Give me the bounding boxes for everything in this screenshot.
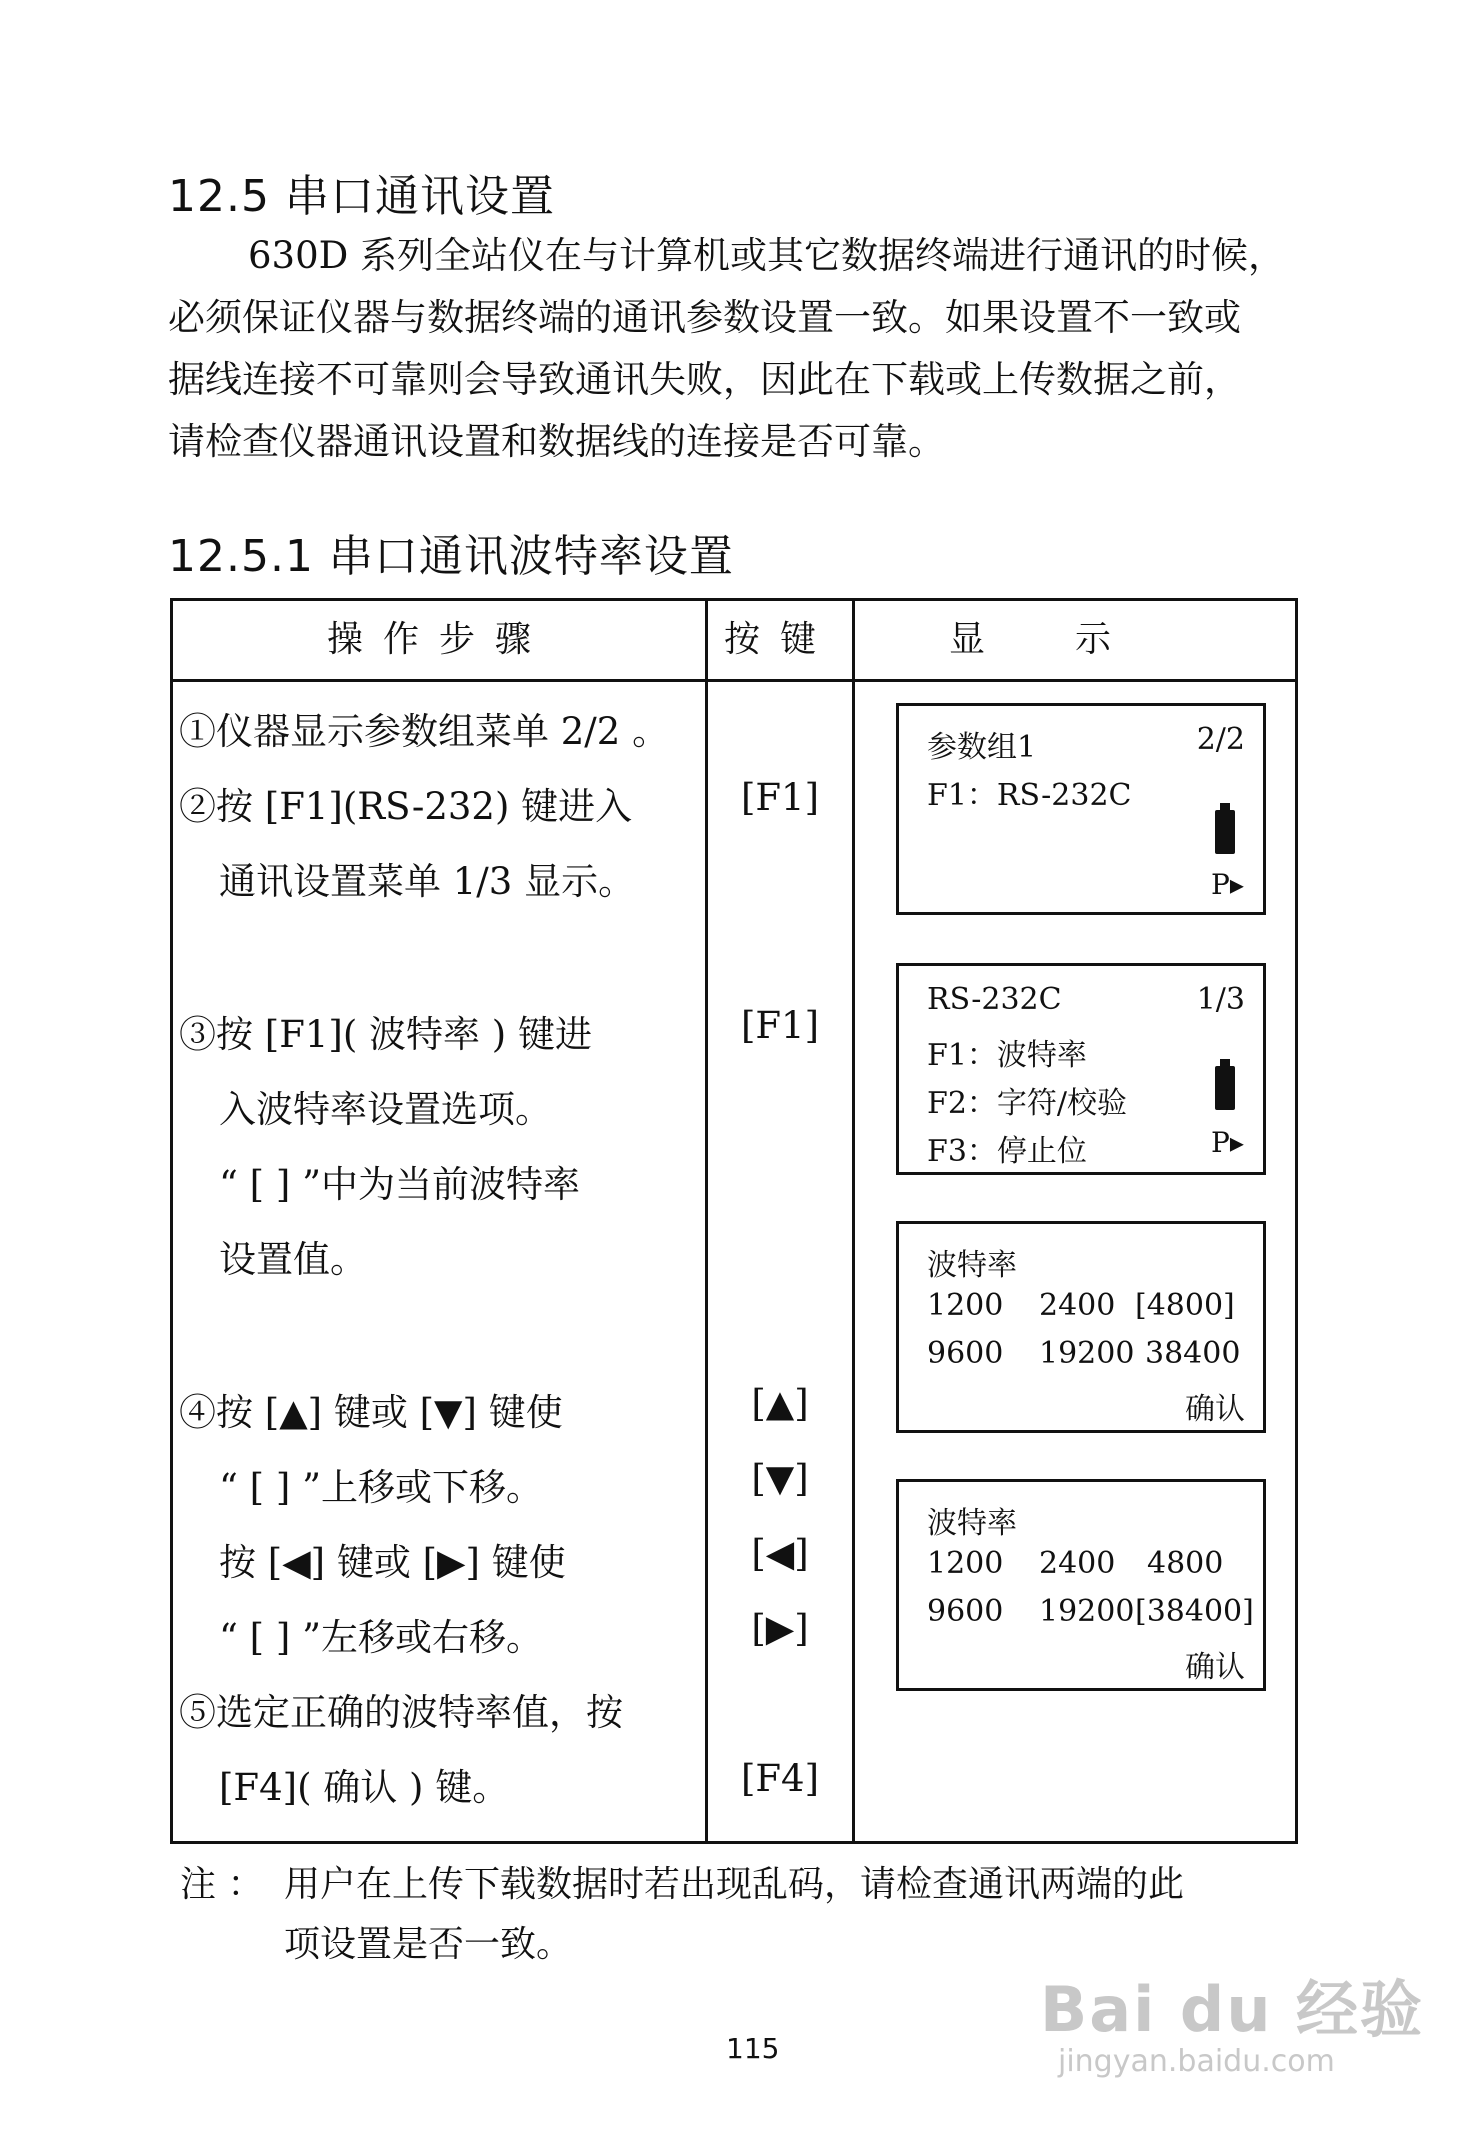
step-line: “ [ ] ”上移或下移。 xyxy=(219,1466,543,1509)
note-line-1: 用户在上传下载数据时若出现乱码，请检查通讯两端的此 xyxy=(284,1864,1185,1905)
step-line: 按 [◀] 键或 [▶] 键使 xyxy=(219,1541,566,1584)
step-line: 入波特率设置选项。 xyxy=(219,1088,552,1131)
section-title: 12.5 串口通讯设置 xyxy=(168,171,555,222)
step-line: ④按 [▲] 键或 [▼] 键使 xyxy=(179,1391,563,1434)
lcd-screen-rs232c xyxy=(896,963,1266,1175)
intro-line-4: 请检查仪器通讯设置和数据线的连接是否可靠。 xyxy=(168,420,945,463)
lcd-line: F1：波特率 xyxy=(927,1038,1087,1073)
step-line: “ [ ] ”左移或右移。 xyxy=(219,1616,543,1659)
key-label: [◀] xyxy=(751,1532,809,1575)
confirm-softkey: 确认 xyxy=(1185,1392,1245,1427)
lcd-page: 2/2 xyxy=(1196,722,1245,757)
watermark-logo: Bai du 经验 xyxy=(1040,1973,1425,2046)
step-line: ③按 [F1]( 波特率 ) 键进 xyxy=(179,1013,592,1056)
lcd-title: 参数组1 xyxy=(927,730,1037,765)
key-label: [F1] xyxy=(740,1004,820,1047)
baud-option: 1200 xyxy=(927,1288,1004,1323)
lcd-line: F1：RS-232C xyxy=(927,778,1132,813)
lcd-page: 1/3 xyxy=(1196,982,1245,1017)
baud-option: 1200 xyxy=(927,1546,1004,1581)
subsection-title: 12.5.1 串口通讯波特率设置 xyxy=(168,531,734,582)
baud-option: 4800 xyxy=(1147,1546,1224,1581)
baud-option-selected: [4800] xyxy=(1135,1288,1235,1323)
watermark-url: jingyan.baidu.com xyxy=(1058,2044,1335,2079)
lcd-screen-param-group xyxy=(896,703,1266,915)
baud-option: 2400 xyxy=(1039,1546,1116,1581)
battery-icon xyxy=(1215,1066,1235,1110)
page-arrow-icon: P▸ xyxy=(1211,868,1244,901)
step-line: “ [ ] ”中为当前波特率 xyxy=(219,1163,580,1206)
intro-line-3: 据线连接不可靠则会导致通讯失败，因此在下载或上传数据之前， xyxy=(168,358,1241,401)
baud-option: 2400 xyxy=(1039,1288,1116,1323)
baud-option: 38400 xyxy=(1145,1336,1241,1371)
baud-option: 19200 xyxy=(1039,1336,1135,1371)
key-label: [▶] xyxy=(751,1607,809,1650)
step-line: ①仪器显示参数组菜单 2/2 。 xyxy=(179,710,670,753)
note-line-2: 项设置是否一致。 xyxy=(284,1924,573,1965)
lcd-title: 波特率 xyxy=(927,1248,1017,1283)
key-label: [▲] xyxy=(751,1382,809,1425)
baud-option: 9600 xyxy=(927,1336,1004,1371)
step-line: [F4]( 确认 ) 键。 xyxy=(219,1766,510,1809)
step-line: ②按 [F1](RS-232) 键进入 xyxy=(179,785,633,828)
intro-line-1: 630D 系列全站仪在与计算机或其它数据终端进行通讯的时候， xyxy=(248,234,1286,277)
step-line: 设置值。 xyxy=(219,1238,367,1281)
baud-option-selected: [38400] xyxy=(1135,1594,1254,1629)
intro-paragraph xyxy=(168,225,1348,473)
column-divider xyxy=(852,601,855,1841)
key-label: [F1] xyxy=(740,776,820,819)
step-line: 通讯设置菜单 1/3 显示。 xyxy=(219,860,636,903)
key-label: [▼] xyxy=(751,1457,809,1500)
lcd-line: F2：字符/校验 xyxy=(927,1086,1128,1121)
page-number: 115 xyxy=(726,2032,780,2065)
note-label: 注 ： xyxy=(180,1864,264,1905)
battery-icon xyxy=(1215,810,1235,854)
lcd-screen-baud-4800 xyxy=(896,1221,1266,1433)
baud-option: 9600 xyxy=(927,1594,1004,1629)
lcd-screen-baud-38400 xyxy=(896,1479,1266,1691)
column-divider xyxy=(705,601,708,1841)
header-keys: 按键 xyxy=(723,619,836,660)
header-display: 显示 xyxy=(948,619,1201,660)
procedure-table xyxy=(170,598,1298,1844)
intro-line-2: 必须保证仪器与数据终端的通讯参数设置一致。如果设置不一致或 xyxy=(168,296,1241,339)
baud-option: 19200 xyxy=(1039,1594,1135,1629)
header-divider xyxy=(173,679,1295,682)
lcd-title: RS-232C xyxy=(927,982,1062,1017)
lcd-line: F3：停止位 xyxy=(927,1134,1087,1169)
header-steps: 操作步骤 xyxy=(326,619,551,660)
step-line: ⑤选定正确的波特率值，按 xyxy=(179,1691,623,1734)
confirm-softkey: 确认 xyxy=(1185,1650,1245,1685)
lcd-title: 波特率 xyxy=(927,1506,1017,1541)
key-label: [F4] xyxy=(740,1757,820,1800)
page-arrow-icon: P▸ xyxy=(1211,1126,1244,1159)
